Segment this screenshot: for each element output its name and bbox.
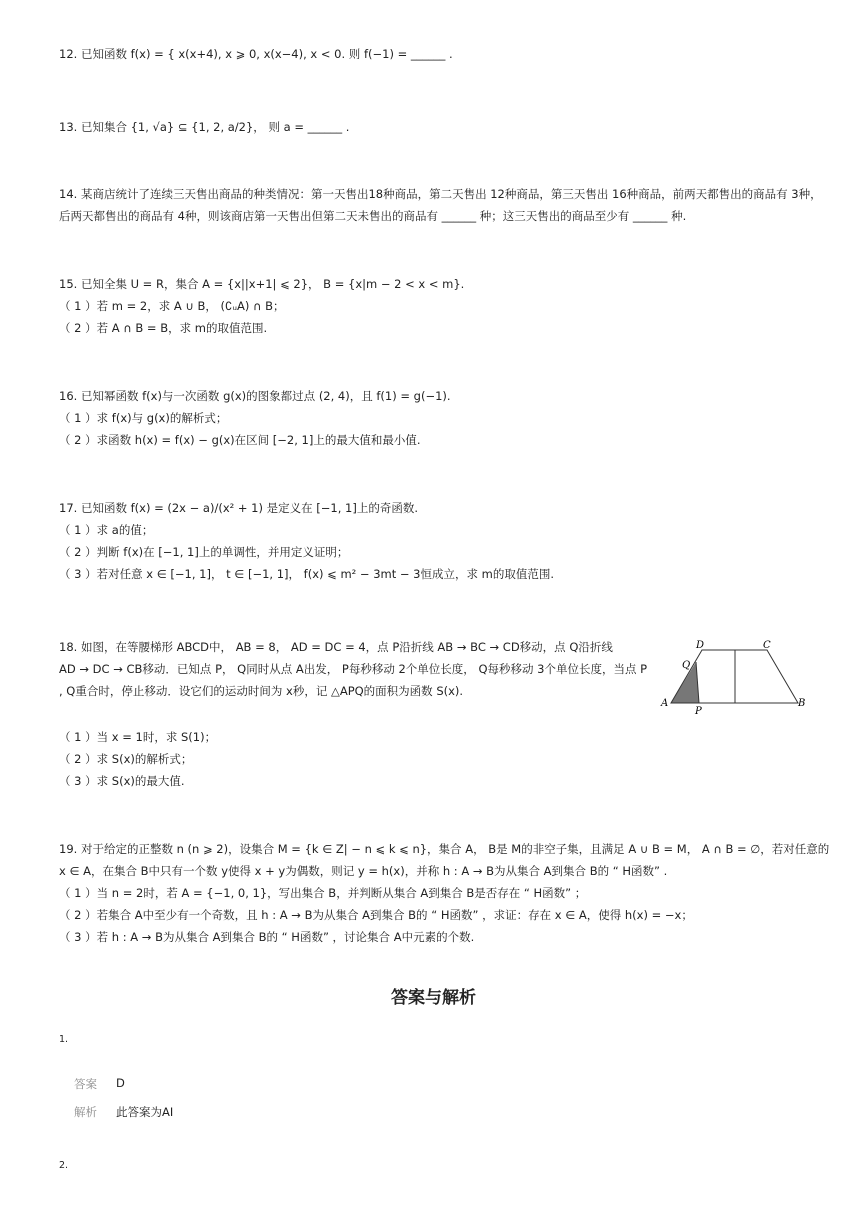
question-line: （ 2 ）判断 f(x)在 [−1, 1]上的单调性，并用定义证明； — [59, 545, 349, 559]
question-q15 — [59, 273, 804, 339]
question-line: 15. 已知全集 U = R，集合 A = {x||x+1| ⩽ 2}， B = {x|m − 2 < x < m}. — [59, 277, 465, 291]
question-line: 13. 已知集合 {1, √a} ⊆ {1, 2, a/2}， 则 a = ______ . — [59, 120, 350, 134]
question-line: （ 3 ）求 S(x)的最大值. — [59, 774, 185, 788]
label-c: C — [763, 640, 771, 651]
label-q: Q — [682, 660, 691, 671]
analysis-label: 解析 — [74, 1105, 97, 1119]
question-q14 — [59, 183, 822, 227]
question-line: 19. 对于给定的正整数 n (n ⩾ 2)，设集合 M = {k ∈ Z| − n ⩽ k ⩽ n}，集合 A， B是 M的非空子集，且满足 A ∪ B = M， A ∩ B = ∅，若对任意的 — [59, 842, 830, 856]
question-line: , Q重合时，停止移动．设它们的运动时间为 x秒，记 △APQ的面积为函数 S(x). — [59, 684, 464, 698]
question-q18b — [59, 726, 804, 792]
trapezoid-figure — [656, 636, 816, 716]
question-line: x ∈ A，在集合 B中只有一个数 y使得 x + y为偶数，则记 y = h(x)，并称 h : A → B为从集合 A到集合 B的 “ H函数” . — [59, 864, 668, 878]
question-line: （ 1 ）当 x = 1时，求 S(1)； — [59, 730, 217, 744]
label-a: A — [661, 698, 669, 709]
answers-title: 答案与解析 — [391, 988, 476, 1008]
question-q13 — [59, 116, 804, 138]
question-line: 后两天都售出的商品有 4种，则该商店第一天售出但第二天未售出的商品有 ______ 种；这三天售出的商品至少有 ______ 种. — [59, 209, 687, 223]
question-line: （ 2 ）求 S(x)的解析式； — [59, 752, 193, 766]
question-line: （ 1 ）若 m = 2，求 A ∪ B， (∁ᵤA) ∩ B； — [59, 299, 285, 313]
question-q12 — [59, 43, 804, 65]
question-line: （ 1 ）当 n = 2时，若 A = {−1, 0, 1}，写出集合 B，并判断从集合 A到集合 B是否存在 “ H函数” ； — [59, 886, 587, 900]
question-line: （ 2 ）若集合 A中至少有一个奇数，且 h : A → B为从集合 A到集合 B的 “ H函数” ，求证：存在 x ∈ A，使得 h(x) = −x； — [59, 908, 693, 922]
question-q19 — [59, 838, 830, 948]
answer-label: 答案 — [74, 1077, 97, 1091]
label-p: P — [695, 706, 702, 716]
question-line: 12. 已知函数 f(x) = { x(x+4), x ⩾ 0, x(x−4), x < 0. 则 f(−1) = ______ . — [59, 47, 453, 61]
question-line: （ 1 ）求 a的值； — [59, 523, 154, 537]
question-q16 — [59, 385, 804, 451]
question-line: 14. 某商店统计了连续三天售出商品的种类情况：第一天售出18种商品，第二天售出 12种商品，第三天售出 16种商品，前两天都售出的商品有 3种， — [59, 187, 822, 201]
answer-number-1: 1. — [59, 1034, 69, 1045]
question-q17 — [59, 497, 804, 585]
question-line: （ 3 ）若 h : A → B为从集合 A到集合 B的 “ H函数” ，讨论集合 A中元素的个数. — [59, 930, 475, 944]
label-d: D — [696, 640, 705, 651]
question-line: （ 1 ）求 f(x)与 g(x)的解析式； — [59, 411, 228, 425]
question-line: AD → DC → CB移动．已知点 P， Q同时从点 A出发， P每秒移动 2个单位长度， Q每秒移动 3个单位长度，当点 P — [59, 662, 648, 676]
question-line: （ 2 ）求函数 h(x) = f(x) − g(x)在区间 [−2, 1]上的最大值和最小值. — [59, 433, 421, 447]
question-line: （ 2 ）若 A ∩ B = B，求 m的取值范围. — [59, 321, 268, 335]
question-line: 17. 已知函数 f(x) = (2x − a)/(x² + 1) 是定义在 [−1, 1]上的奇函数. — [59, 501, 419, 515]
question-line: （ 3 ）若对任意 x ∈ [−1, 1]， t ∈ [−1, 1]， f(x) ⩽ m² − 3mt − 3恒成立，求 m的取值范围. — [59, 567, 555, 581]
answer-value: D — [116, 1076, 125, 1090]
analysis-value: 此答案为AI — [116, 1105, 174, 1119]
answer-number-2: 2. — [59, 1160, 69, 1171]
question-line: 18. 如图，在等腰梯形 ABCD中， AB = 8， AD = DC = 4，点 P沿折线 AB → BC → CD移动，点 Q沿折线 — [59, 640, 613, 654]
question-line: 16. 已知幂函数 f(x)与一次函数 g(x)的图象都过点 (2, 4)，且 f(1) = g(−1). — [59, 389, 451, 403]
label-b: B — [798, 698, 806, 709]
